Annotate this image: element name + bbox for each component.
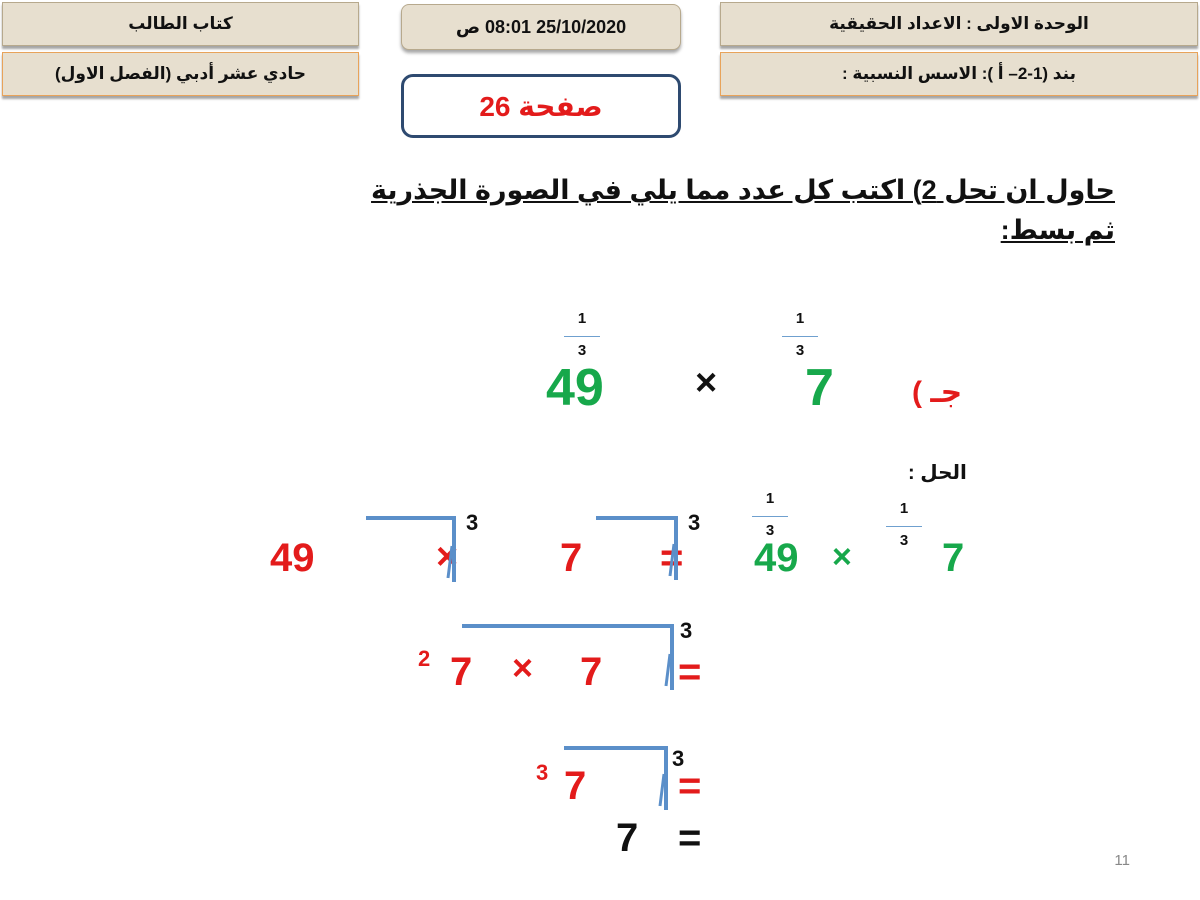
- problem-times: ×: [695, 362, 718, 404]
- step1-radical-2-icon: [364, 514, 460, 586]
- problem-exponent-2: [562, 310, 602, 366]
- heading-line-1: حاول ان تحل 2) اكتب كل عدد مما يلي في الصورة الجذرية: [371, 175, 1115, 205]
- exponent-denominator: 3: [765, 522, 775, 539]
- unit-label: الوحدة الاولى : الاعداد الحقيقية: [829, 14, 1089, 33]
- step1-radicand-2: 49: [270, 536, 315, 580]
- step2-equals: =: [678, 650, 702, 694]
- problem-base-2: 49: [546, 359, 604, 417]
- unit-label-box: [720, 2, 1198, 46]
- step3-base: 7: [564, 764, 587, 808]
- page-label: صفحة: [518, 90, 603, 122]
- heading-line-2: ثم بسط:: [1000, 215, 1115, 245]
- step1-index-1: 3: [688, 510, 701, 535]
- solution-label: الحل :: [908, 462, 967, 484]
- slide-number: 11: [1114, 852, 1130, 869]
- step1-radical-1-icon: [594, 514, 684, 584]
- step2-base-a: 7: [580, 650, 603, 694]
- step4-equals: =: [678, 816, 702, 860]
- section-label-box: [720, 52, 1198, 96]
- exercise-heading: [325, 170, 1115, 250]
- fraction-bar: [782, 336, 818, 337]
- step1-base-a: 7: [942, 536, 965, 580]
- exponent-denominator: 3: [795, 342, 805, 359]
- book-label: كتاب الطالب: [128, 14, 233, 33]
- step3-index: 3: [672, 746, 685, 771]
- problem-base-1: 7: [805, 359, 834, 417]
- step3-exponent: 3: [536, 760, 549, 785]
- book-label-box: [2, 2, 359, 46]
- step1-index-2: 3: [466, 510, 479, 535]
- page-number: 26: [479, 90, 511, 122]
- section-label: بند (1-2– أ ): الاسس النسبية :: [842, 64, 1076, 83]
- exponent-numerator: 1: [577, 310, 587, 327]
- step1-base-b: 49: [754, 536, 799, 580]
- step2-times: ×: [512, 647, 534, 688]
- step1-times-red: ×: [436, 536, 459, 578]
- fraction-bar: [564, 336, 600, 337]
- fraction-bar: [886, 526, 922, 527]
- step2-base-b: 7: [450, 650, 473, 694]
- fraction-bar: [752, 516, 788, 517]
- exponent-denominator: 3: [899, 532, 909, 549]
- page-number-box: [401, 74, 681, 138]
- grade-label-box: [2, 52, 359, 96]
- step2-exponent: 2: [418, 646, 431, 671]
- step1-radicand-1: 7: [560, 536, 583, 580]
- exponent-denominator: 3: [577, 342, 587, 359]
- exponent-numerator: 1: [795, 310, 805, 327]
- exponent-numerator: 1: [899, 500, 909, 517]
- step2-index: 3: [680, 618, 693, 643]
- problem-label: جـ ): [912, 376, 963, 409]
- datetime-box: [401, 4, 681, 50]
- step1-exponent-a: [884, 500, 924, 556]
- step1-equals: =: [660, 536, 684, 580]
- exponent-numerator: 1: [765, 490, 775, 507]
- page-number-text: [479, 90, 602, 123]
- final-result: 7: [616, 816, 639, 860]
- datetime-text: 25/10/2020 08:01 ص: [455, 16, 627, 37]
- grade-label: حادي عشر أدبي (الفصل الاول): [55, 64, 306, 83]
- step2-radical-icon: [460, 622, 680, 694]
- step3-equals: =: [678, 764, 702, 808]
- step1-times: ×: [832, 538, 852, 576]
- problem-exponent-1: [780, 310, 820, 366]
